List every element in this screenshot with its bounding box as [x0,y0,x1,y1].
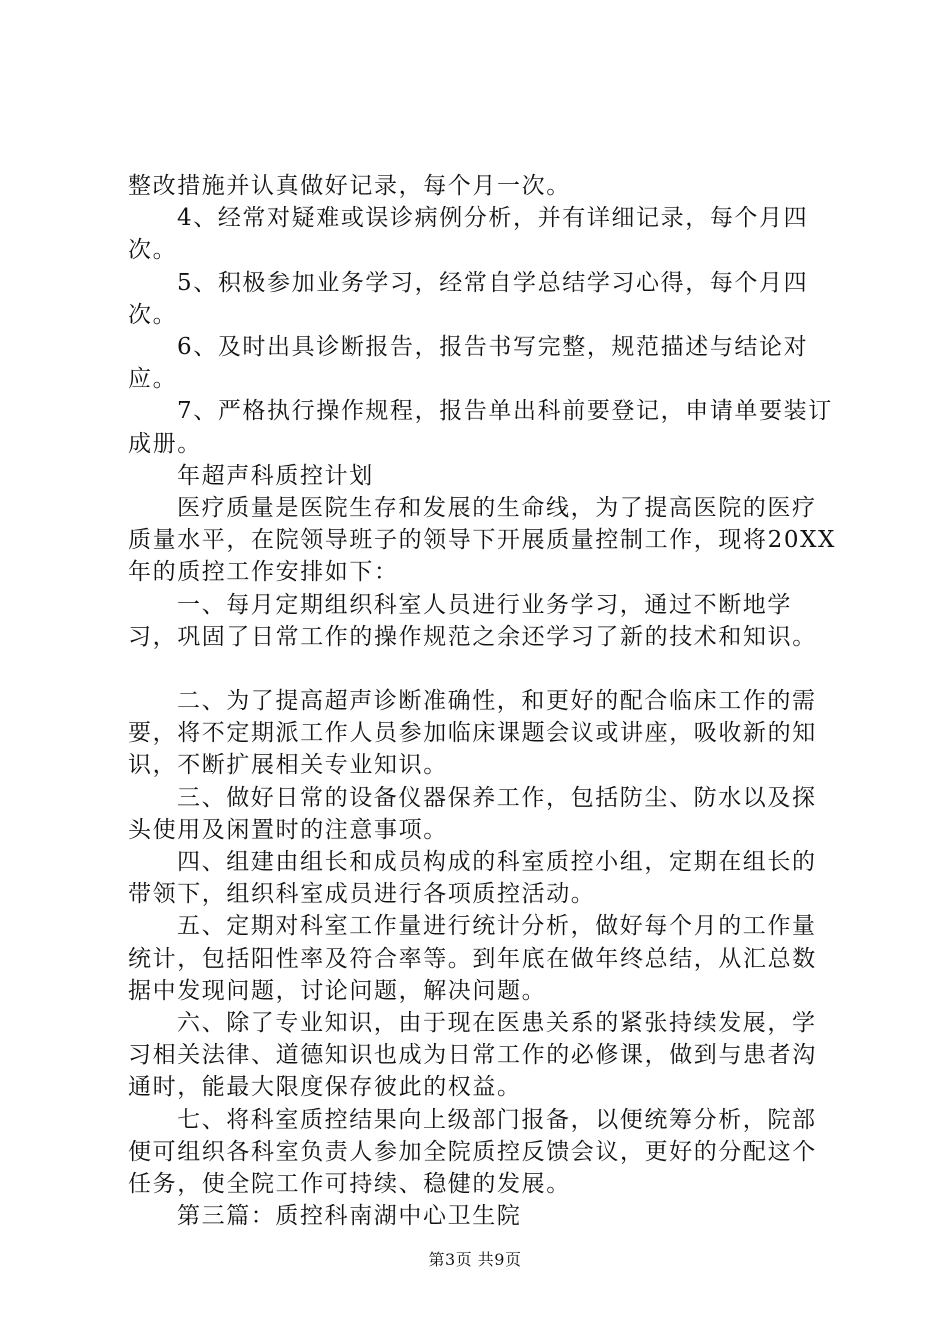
section-heading: 年超声科质控计划 [177,462,374,489]
paragraph-point-1: 一、每月定期组织科室人员进行业务学习，通过不断地学习，巩固了日常工作的操作规范之余还学习了新的技术和知识。 [128,591,817,650]
paragraph-point-2: 二、为了提高超声诊断准确性，和更好的配合临床工作的需要，将不定期派工作人员参加临床课题会议或讲座，吸收新的知识，不断扩展相关专业知识。 [128,688,817,779]
section-heading-part-3: 第三篇：质控科南湖中心卫生院 [177,1203,522,1230]
paragraph-continuation: 整改措施并认真做好记录，每个月一次。 [128,173,571,199]
paragraph-point-3: 三、做好日常的设备仪器保养工作，包括防尘、防水以及探头使用及闲置时的注意事项。 [128,784,817,843]
paragraph-point-5: 五、定期对科室工作量进行统计分析，做好每个月的工作量统计，包括阳性率及符合率等。到年底在做年终总结，从汇总数据中发现问题，讨论问题，解决问题。 [128,913,817,1004]
paragraph-point-4: 四、组建由组长和成员构成的科室质控小组，定期在组长的带领下，组织科室成员进行各项质控活动。 [128,849,817,908]
paragraph-item-7: 7、严格执行操作规程，报告单出科前要登记，申请单要装订成册。 [128,398,833,457]
paragraph-point-7: 七、将科室质控结果向上级部门报备，以便统筹分析，院部便可组织各科室负责人参加全院质控反馈会议，更好的分配这个任务，使全院工作可持续、稳健的发展。 [128,1106,817,1198]
paragraph-item-4: 4、经常对疑难或误诊病例分析，并有详细记录，每个月四次。 [128,205,809,264]
paragraph-item-5: 5、积极参加业务学习，经常自学总结学习心得，每个月四次。 [128,269,809,328]
paragraph-point-6: 六、除了专业知识，由于现在医患关系的紧张持续发展，学习相关法律、道德知识也成为日常工作的必修课，做到与患者沟通时，能最大限度保存彼此的权益。 [128,1010,817,1101]
document-body [128,170,838,1233]
page-footer: 第3页 共9页 [428,1250,522,1269]
paragraph-item-6: 6、及时出具诊断报告，报告书写完整，规范描述与结论对应。 [128,334,809,393]
paragraph-intro: 医疗质量是医院生存和发展的生命线，为了提高医院的医疗质量水平，在院领导班子的领导下开展质量控制工作，现将20XX年的质控工作安排如下： [128,495,837,586]
